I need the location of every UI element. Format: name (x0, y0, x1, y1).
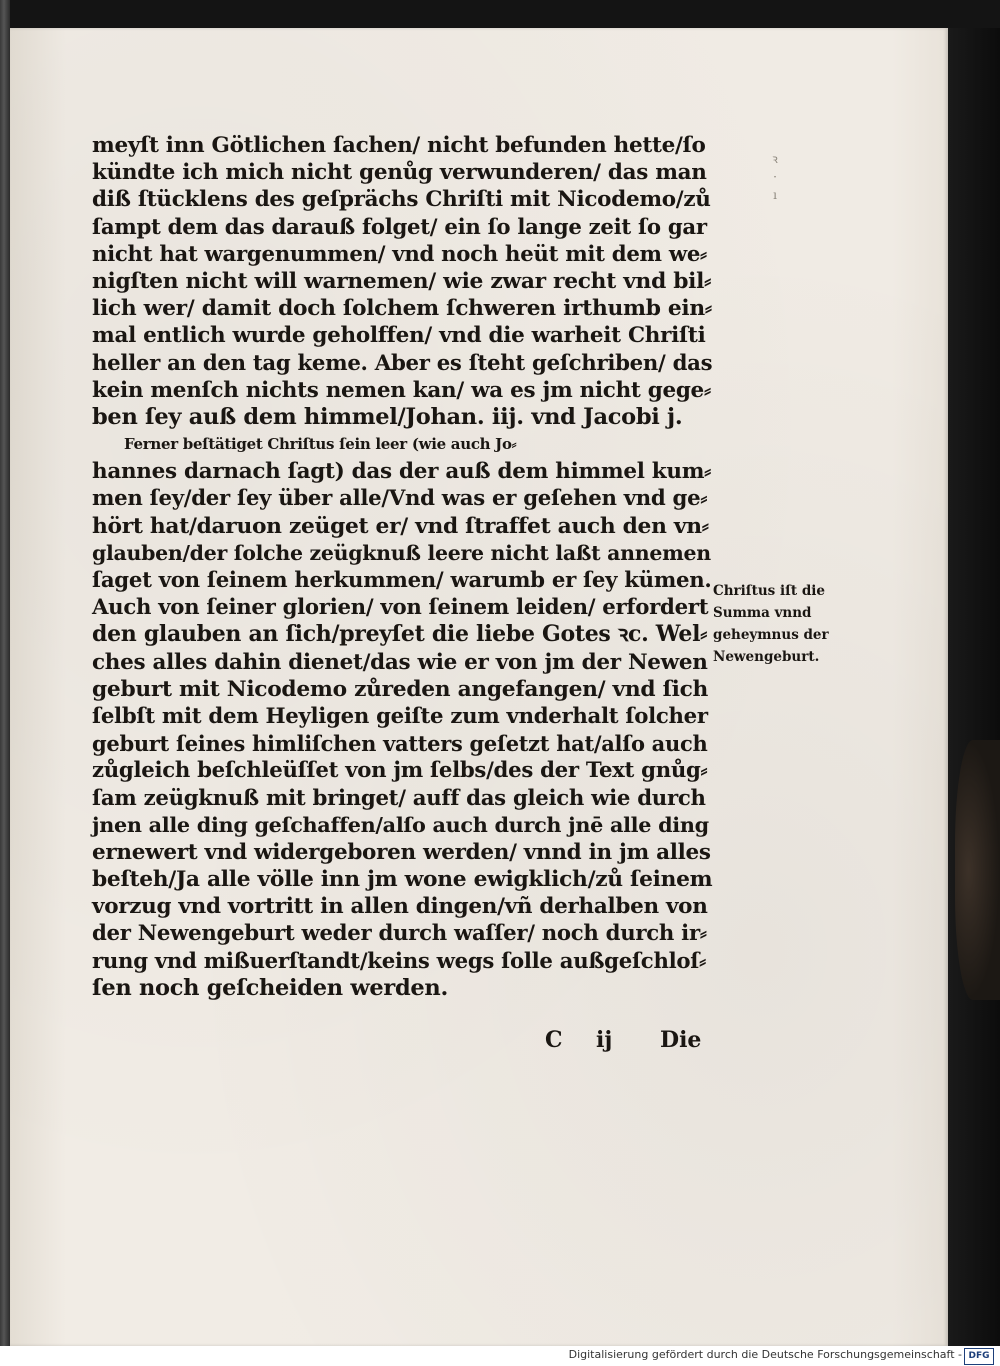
text-line: nicht hat wargenummen/ vnd noch heüt mit dem we⸗ (92, 241, 707, 267)
text-line: ernewert vnd widergeboren werden/ vnnd in jm alles (92, 839, 711, 865)
text-line: diß ſtücklens des geſprächs Chriſti mit Nicodemo/zů (92, 187, 711, 213)
text-line: geburt ſeines himliſchen vatters geſetzt hat/alſo auch (92, 731, 708, 757)
text-line: kündte ich mich nicht genůg verwunderen/ das man (92, 160, 707, 186)
text-line: meyſt inn Götlichen ſachen/ nicht befunden hette/ſo (92, 133, 706, 158)
marginal-note-line: Summa vnnd (713, 605, 812, 621)
marginal-note-line: geheymnus der (713, 627, 829, 643)
text-line: der Newengeburt weder durch waſſer/ noch durch ir⸗ (92, 921, 707, 947)
text-line: ches alles dahin dienet/das wie er von jm der Newen (92, 649, 708, 675)
marginal-note (713, 580, 863, 668)
text-line: den glauben an ſich/preyſet die liebe Gotes ꝛc. Wel⸗ (92, 621, 708, 648)
body-text (92, 132, 712, 1002)
text-line: kein menſch nichts nemen kan/ wa es jm nicht gege⸗ (92, 377, 711, 403)
text-line: ſelbſt mit dem Heyligen geiſte zum vnderhalt ſolcher (92, 703, 708, 729)
text-line: ſam zeügknuß mit bringet/ auff das gleich wie durch (92, 785, 706, 811)
faint-margin-marks (760, 150, 790, 220)
footer-credit: Digitalisierung gefördert durch die Deutsche Forschungsgemeinschaft - (568, 1348, 962, 1361)
text-line: vorzug vnd vortritt in allen dingen/vñ derhalben von (92, 894, 708, 920)
text-line: ſaget von ſeinem herkummen/ warumb er ſey kümen. (92, 568, 712, 593)
text-line: rung vnd mißuerſtandt/keins wegs ſolle außgeſchloſ⸗ (92, 948, 706, 974)
text-line: Auch von ſeiner glorien/ von ſeinem leiden/ erfordert (92, 595, 709, 621)
scan-left-edge (0, 0, 10, 1346)
marginal-note-line: Newengeburt. (713, 649, 820, 665)
text-line: zůgleich beſchleüſſet von jm ſelbs/des der Text gnůg⸗ (92, 758, 708, 784)
dfg-logo: DFG (964, 1348, 994, 1365)
text-line: heller an den tag keme. Aber es ſteht geſchriben/ das (92, 350, 713, 376)
catchword: Die (660, 1027, 702, 1053)
text-line: mal entlich wurde geholffen/ vnd die warheit Chriſti (92, 323, 706, 349)
page-edge-shadow (955, 740, 1000, 1000)
footer-bar (0, 1346, 1000, 1366)
text-line: nigſten nicht will warnemen/ wie zwar recht vnd bil⸗ (92, 268, 712, 294)
text-line: ſen noch geſcheiden werden. (92, 974, 449, 1001)
text-line: hannes darnach ſagt) das der auß dem himmel kum⸗ (92, 459, 712, 485)
signature-mark: C (545, 1027, 563, 1053)
faint-mark: ꝛ (772, 152, 778, 166)
text-line: ben ſey auß dem himmel/Johan. iij. vnd Jacobi j. (92, 403, 683, 430)
text-line: men ſey/der ſey über alle/Vnd was er geſehen vnd ge⸗ (92, 486, 708, 512)
text-line: hört hat/daruon zeüget er/ vnd ſtraffet auch den vn⸗ (92, 513, 709, 539)
text-line: lich wer/ damit doch ſolchem ſchweren irthumb ein⸗ (92, 296, 712, 322)
text-line: glauben/der ſolche zeügknuß leere nicht laßt annemen (92, 540, 711, 565)
faint-mark: · (773, 170, 777, 184)
text-line: jnen alle ding geſchaffen/alſo auch durch jnē alle ding (92, 812, 709, 837)
marginal-note-line: Chriſtus iſt die (713, 583, 825, 599)
scan-right-edge (948, 28, 1000, 1346)
signature-number: ij (596, 1027, 613, 1053)
faint-mark: ı (773, 188, 777, 202)
text-line: Ferner beſtätiget Chriſtus ſein leer (wie auch Jo⸗ (124, 435, 517, 454)
text-line: beſteh/Ja alle völle inn jm wone ewigklich/zů ſeinem (92, 867, 713, 893)
text-line: ſampt dem das darauß folget/ ein ſo lange zeit ſo gar (92, 214, 707, 240)
text-line: geburt mit Nicodemo zůreden angefangen/ vnd ſich (92, 676, 709, 702)
